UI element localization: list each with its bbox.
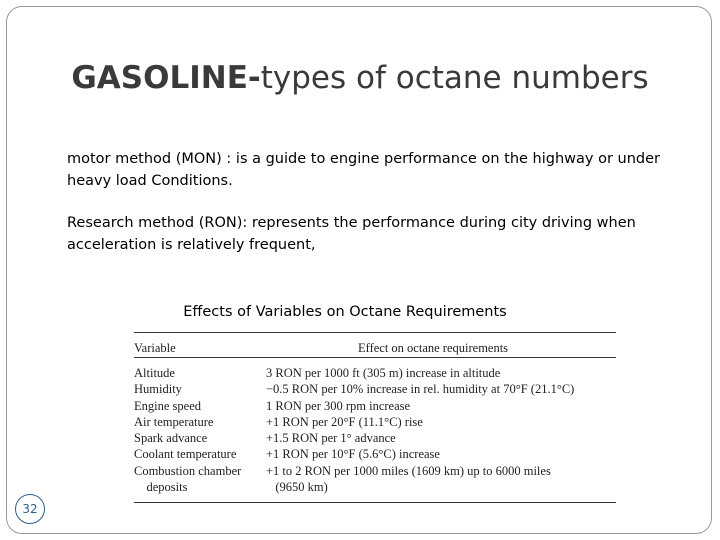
- table-row: [134, 399, 616, 415]
- row-variable: Engine speed: [134, 398, 201, 413]
- row-variable: Coolant temperature: [134, 447, 237, 462]
- header-variable: Variable: [134, 341, 176, 355]
- table-row: [134, 464, 616, 480]
- table-row: [134, 415, 616, 431]
- table-row: [134, 480, 616, 496]
- table-bottom-rule: [134, 502, 616, 503]
- row-variable: Humidity: [134, 382, 182, 397]
- row-effect: −0.5 RON per 10% increase in rel. humidity at 70°F (21.1°C): [266, 382, 575, 397]
- title-rest: types of octane numbers: [260, 60, 649, 96]
- table-row: [134, 366, 616, 382]
- row-effect: 3 RON per 1000 ft (305 m) increase in altitude: [266, 366, 501, 380]
- row-effect: 1 RON per 300 rpm increase: [266, 398, 411, 413]
- row-variable: Air temperature: [134, 414, 214, 429]
- octane-table: [134, 332, 616, 503]
- mon-paragraph: motor method (MON) : is a guide to engine performance on the highway or under heavy load Conditions.: [67, 151, 660, 189]
- row-effect: +1 to 2 RON per 1000 miles (1609 km) up to 6000 miles: [266, 463, 551, 478]
- header-effect: Effect on octane requirements: [358, 341, 509, 355]
- row-effect: +1 RON per 10°F (5.6°C) increase: [266, 447, 440, 462]
- row-variable: Combustion chamber: [134, 463, 242, 478]
- slide-title: [0, 60, 720, 96]
- row-variable: deposits: [134, 480, 188, 495]
- table-row: [134, 447, 616, 463]
- row-variable: Altitude: [134, 366, 175, 380]
- table-row: [134, 431, 616, 447]
- table-header-row: [134, 333, 616, 357]
- page-number-badge: 32: [15, 494, 45, 524]
- table-caption: Effects of Variables on Octane Requirements: [183, 304, 507, 320]
- table-body: [134, 358, 616, 496]
- row-variable: Spark advance: [134, 431, 208, 446]
- row-effect: (9650 km): [266, 480, 328, 495]
- title-bold: GASOLINE-: [71, 60, 261, 96]
- table-row: [134, 382, 616, 398]
- ron-paragraph: Research method (RON): represents the performance during city driving when acceleration is relatively frequent,: [67, 215, 636, 253]
- row-effect: +1.5 RON per 1° advance: [266, 431, 396, 446]
- row-effect: +1 RON per 20°F (11.1°C) rise: [266, 414, 423, 429]
